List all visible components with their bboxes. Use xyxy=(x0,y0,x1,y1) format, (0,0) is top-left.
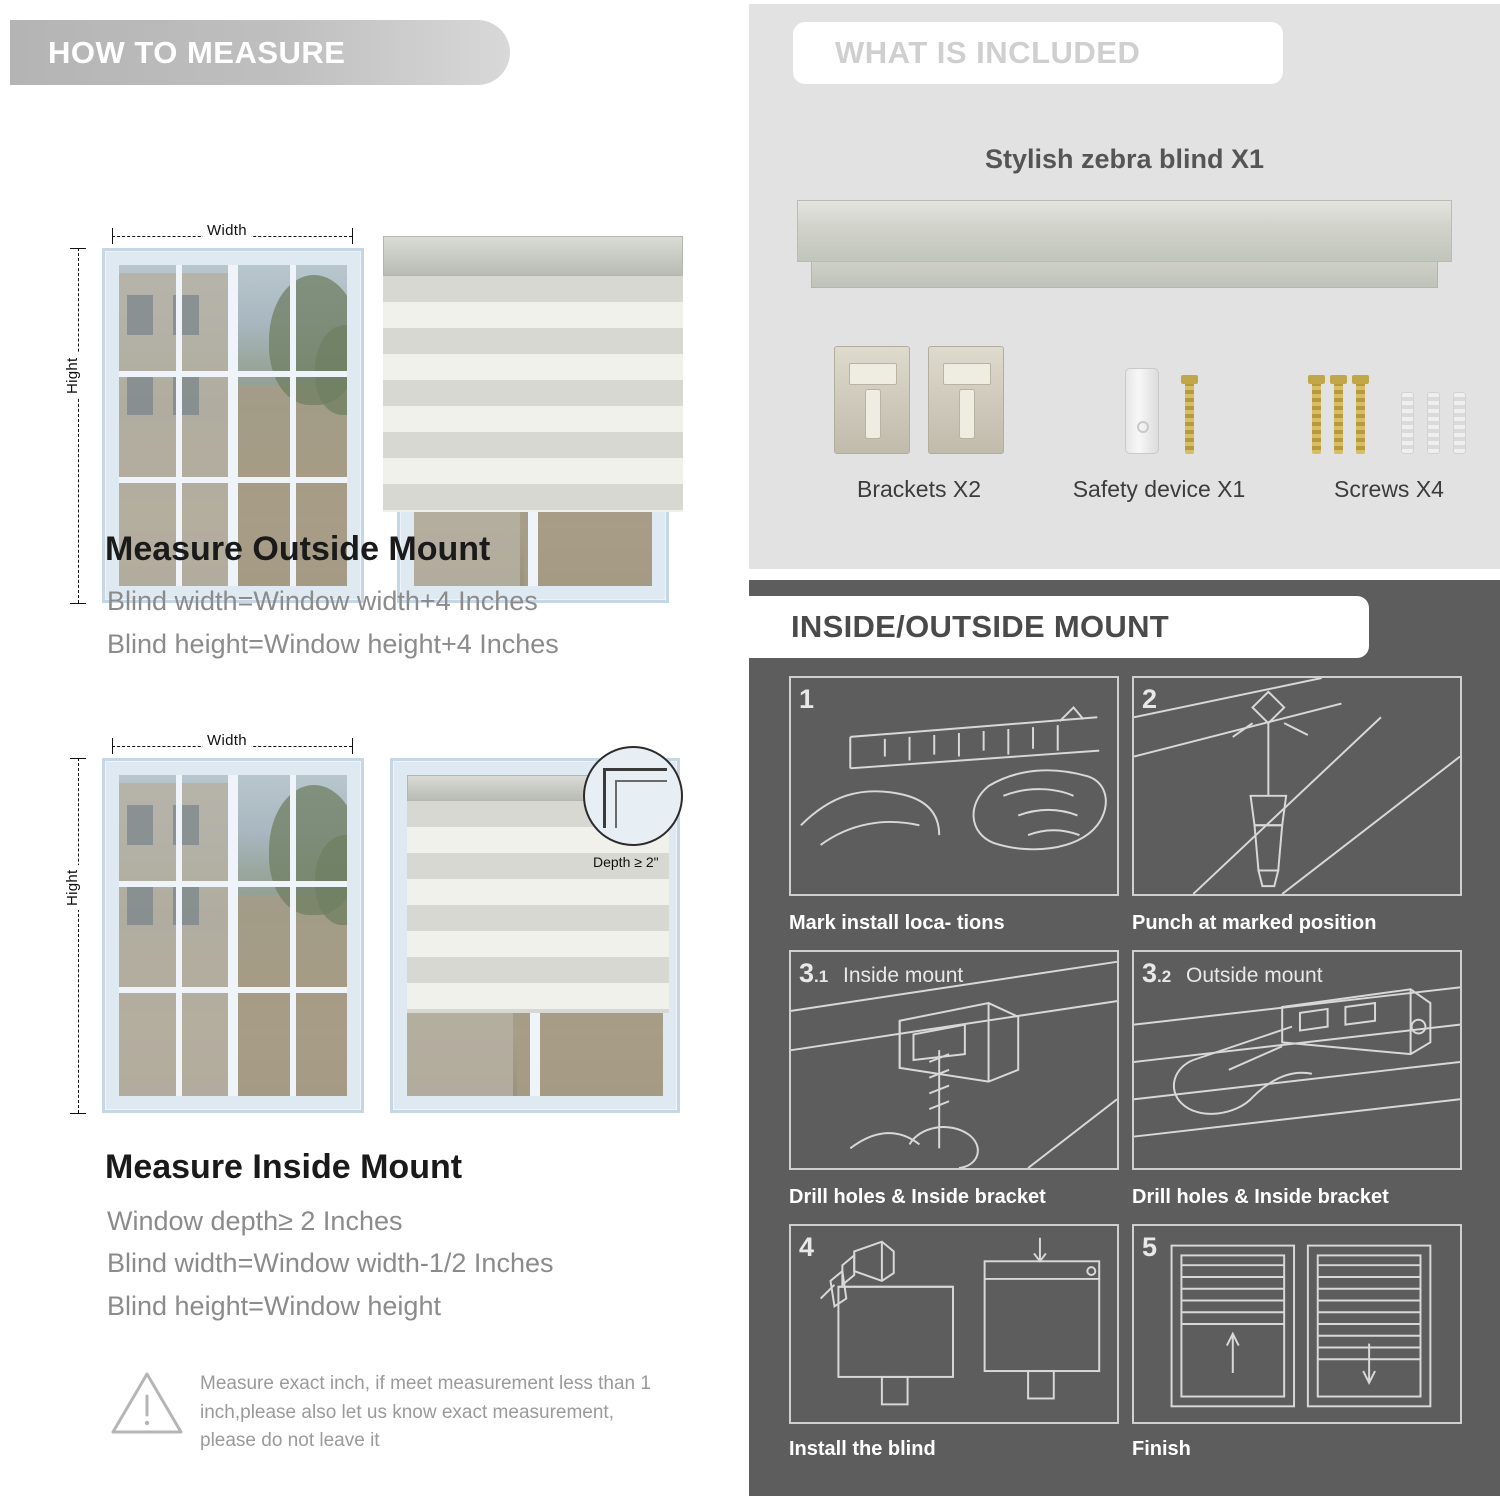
bracket-icon-1 xyxy=(834,346,910,454)
inside-outside-mount-section xyxy=(749,580,1500,1496)
step-2-number: 2 xyxy=(1142,684,1158,714)
part-screws xyxy=(1279,334,1499,503)
inside-blind-window xyxy=(390,758,680,1113)
part-label-safety-device: Safety device X1 xyxy=(1072,476,1246,502)
step-2-caption: Punch at marked position xyxy=(1132,912,1377,934)
step-4-illustration xyxy=(789,1224,1119,1424)
outside-width-tick-right xyxy=(352,228,353,244)
outside-width-tick-left xyxy=(112,228,113,244)
step-4 xyxy=(789,1224,1119,1474)
inside-mount-heading: Measure Inside Mount xyxy=(105,1148,463,1186)
step-4-number: 4 xyxy=(799,1232,815,1262)
included-product-title: Stylish zebra blind X1 xyxy=(984,144,1265,174)
wall-anchor-icon-3 xyxy=(1453,392,1466,454)
depth-callout-circle xyxy=(583,746,683,846)
wall-anchor-icon-2 xyxy=(1427,392,1440,454)
bracket-icon-2 xyxy=(928,346,1004,454)
outside-mount-diagram xyxy=(0,110,745,530)
outside-height-tick-top xyxy=(70,248,86,249)
step-3-1-illustration xyxy=(789,950,1119,1170)
safety-device-icon xyxy=(1125,368,1159,454)
step-2-illustration xyxy=(1132,676,1462,896)
how-to-measure-section xyxy=(0,0,745,1500)
step-3-2-inline-label: Outside mount xyxy=(1186,964,1323,987)
inside-mount-rule-2: Blind width=Window width-1/2 Inches xyxy=(107,1248,554,1278)
inside-window-glass xyxy=(119,775,347,1096)
outside-height-tick-bottom xyxy=(70,603,86,604)
what-is-included-section xyxy=(749,4,1500,569)
inside-width-tick-right xyxy=(352,738,353,754)
step-1-illustration xyxy=(789,676,1119,896)
what-is-included-badge: WHAT IS INCLUDED xyxy=(793,22,1283,84)
inside-width-label: Width xyxy=(203,732,251,749)
step-3-2 xyxy=(1132,950,1462,1240)
zebra-blind-product-image xyxy=(797,200,1452,305)
outside-width-label: Width xyxy=(203,222,251,239)
wall-anchor-icon-1 xyxy=(1401,392,1414,454)
step-1-caption: Mark install loca- tions xyxy=(789,912,1005,934)
outside-mount-rule-1: Blind width=Window width+4 Inches xyxy=(107,586,538,616)
outside-blind-headrail xyxy=(383,236,683,276)
right-column xyxy=(745,0,1500,1500)
inside-outside-mount-badge: INSIDE/OUTSIDE MOUNT xyxy=(749,596,1369,658)
inside-height-tick-top xyxy=(70,758,86,759)
outside-height-label: Hight xyxy=(64,353,81,398)
outside-mount-heading: Measure Outside Mount xyxy=(105,530,491,568)
step-3-2-caption: Drill holes & Inside bracket xyxy=(1132,1186,1389,1208)
step-3-2-number: 3.2 xyxy=(1142,958,1172,988)
screw-icon-1 xyxy=(1312,382,1321,454)
outside-height-dim-line xyxy=(78,248,79,603)
part-safety-device xyxy=(1039,334,1279,503)
part-label-screws: Screws X4 xyxy=(1334,476,1444,502)
step-3-1 xyxy=(789,950,1119,1240)
outside-mount-rule-2: Blind height=Window height+4 Inches xyxy=(107,629,559,659)
part-brackets xyxy=(809,334,1029,503)
inside-mount-rule-3: Blind height=Window height xyxy=(107,1291,441,1321)
screw-icon-3 xyxy=(1356,382,1365,454)
inside-height-tick-bottom xyxy=(70,1113,86,1114)
step-5-illustration xyxy=(1132,1224,1462,1424)
step-3-1-number: 3.1 xyxy=(799,958,829,988)
depth-callout-label: Depth ≥ 2" xyxy=(593,854,659,870)
safety-screw-icon xyxy=(1185,382,1194,454)
outside-blind-fabric xyxy=(383,276,683,512)
step-5-number: 5 xyxy=(1142,1232,1158,1262)
inside-height-label: Hight xyxy=(64,865,81,910)
inside-mount-diagram xyxy=(0,728,745,1148)
screw-icon-2 xyxy=(1334,382,1343,454)
inside-height-dim-line xyxy=(78,758,79,1113)
measure-note xyxy=(110,1370,670,1456)
included-parts-row xyxy=(749,334,1500,534)
step-1-number: 1 xyxy=(799,684,815,714)
how-to-measure-badge: HOW TO MEASURE xyxy=(10,20,510,85)
step-1 xyxy=(789,676,1119,966)
step-4-caption: Install the blind xyxy=(789,1438,936,1460)
warning-triangle-icon xyxy=(110,1370,184,1436)
step-2 xyxy=(1132,676,1462,966)
step-5-caption: Finish xyxy=(1132,1438,1191,1460)
step-3-1-inline-label: Inside mount xyxy=(843,964,964,987)
inside-mount-rule-1: Window depth≥ 2 Inches xyxy=(107,1206,403,1236)
step-3-2-illustration xyxy=(1132,950,1462,1170)
measure-note-text: Measure exact inch, if meet measurement less than 1 inch,please also let us know exact measurement, please do not leave it xyxy=(200,1373,651,1451)
inside-window-frame xyxy=(102,758,364,1113)
step-5 xyxy=(1132,1224,1462,1474)
step-3-1-caption: Drill holes & Inside bracket xyxy=(789,1186,1046,1208)
part-label-brackets: Brackets X2 xyxy=(857,476,981,502)
inside-width-tick-left xyxy=(112,738,113,754)
